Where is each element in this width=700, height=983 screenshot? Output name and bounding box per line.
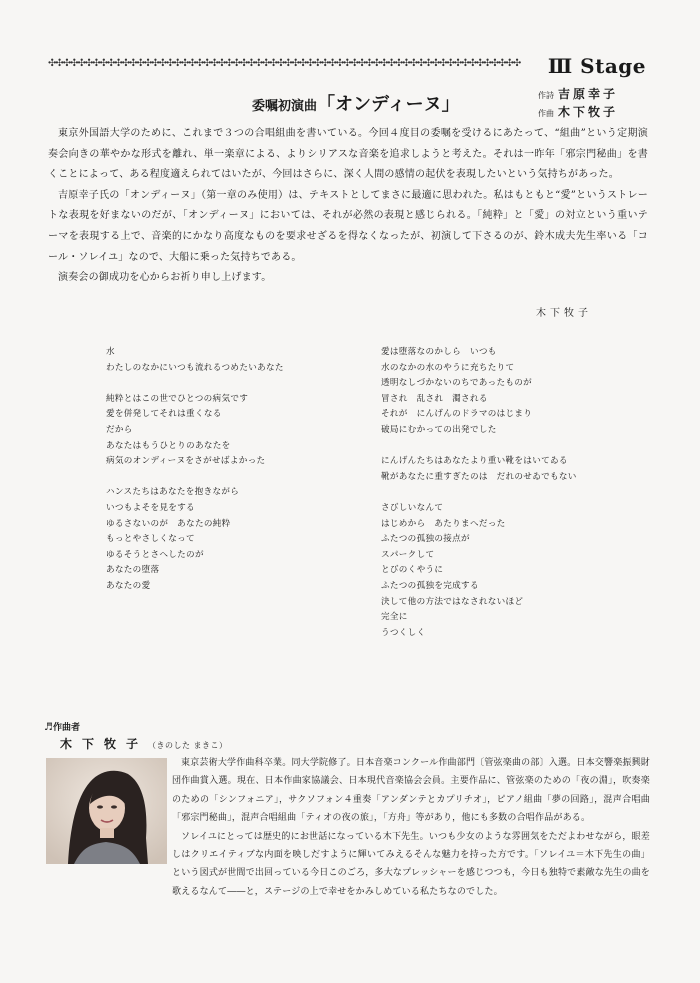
credit-name: 吉原幸子 xyxy=(558,87,619,101)
composer-reading: （きのした まきこ） xyxy=(148,741,228,750)
poem-line: いつもよそを見をする xyxy=(106,502,195,513)
poem-line: はじめから あたりまへだった xyxy=(381,518,506,529)
poem-line: 透明なしづかないのちであったものが xyxy=(381,378,533,389)
work-title xyxy=(252,90,460,116)
bio-paragraph: ソレイユにとっては歴史的にお世話になっている木下先生。いつも少女のような雰囲気をただよわせながら，眼差しはクリエイティブな内面を映しだすように輝いてみえるそんな魅力を持った方です。「ソレイユ＝木下先生の曲」という図式が世間で出回っている今日このごろ，多大なプレッシャーを感じつつも，今日も独特で素敵な先生の曲を歌えるなんて――と，ステージの上で幸せをかみしめている私たちなのでした。 xyxy=(172,831,650,897)
composer-heading xyxy=(44,720,80,733)
note-paragraph: 東京外国語大学のために、これまで３つの合唱組曲を書いている。今回４度目の委嘱を受けるにあたって、“組曲”という定期演奏会向きの華やかな形式を離れ、単一楽章による、よりシリアスな音楽を追求しようと考えた。それは一昨年「邪宗門秘曲」を書くことによって、ある程度適えられてはいたが、今回はさらに、深く人間の感情の起伏を表現したいという気持ちがあった。 xyxy=(48,128,648,181)
poem-line xyxy=(106,376,284,392)
poem-line: ふたつの孤独を完成する xyxy=(381,580,479,591)
poem-line: スパークして xyxy=(381,549,435,560)
music-note-icon: ♬ xyxy=(44,722,53,733)
poem-line: ハンスたちはあなたを抱きながら xyxy=(106,487,240,498)
program-note xyxy=(48,124,648,289)
note-paragraph: 吉原幸子氏の「オンディーヌ」（第一章のみ使用）は、テキストとしてまさに最適に思われた。私はもともと“愛”というストレートな表現を好まないのだが、「オンディーヌ」においては、それが必然の表現と感じられる。「純粋」と「愛」の対立という重いテーマを表現する上で、音楽的にかなり高度なものを要求せざるを得なくなったが、初演して下さるのが、鈴木成夫先生率いる「コール・ソレイユ」なので、大船に乗った気持ちである。 xyxy=(48,189,648,263)
composer-heading-label: 作曲者 xyxy=(52,723,80,733)
poem-line xyxy=(381,485,577,501)
poem-line: ふたつの孤独の接点が xyxy=(381,534,470,545)
note-signature: 木下牧子 xyxy=(536,308,592,319)
poem-line: 水 xyxy=(106,347,115,357)
credit-lyricist xyxy=(538,86,618,104)
ornament-rule: ✣✣✣✣✣✣✣✣✣✣✣✣✣✣✣✣✣✣✣✣✣✣✣✣✣✣✣✣✣✣✣✣✣✣✣✣✣✣✣✣✣✣✣✣✣✣✣✣✣✣✣✣✣✣✣✣✣✣✣✣✣✣✣✣ xyxy=(48,58,521,69)
poem-line: うつくしく xyxy=(381,627,426,638)
poem-line: それが にんげんのドラマのはじまり xyxy=(381,409,533,420)
composer-portrait-icon xyxy=(46,758,167,864)
work-name: 「オンディーヌ」 xyxy=(317,94,460,115)
portrait-graphic xyxy=(46,758,167,864)
poem-line: 決して他の方法ではなされないほど xyxy=(381,596,524,607)
poem-line: 靴があなたに重すぎたのは だれのせゐでもない xyxy=(381,471,577,482)
poem-right-column xyxy=(381,345,577,641)
poem-line: 病気のオンディーヌをさがせばよかった xyxy=(106,456,266,467)
stage-label: Ⅲ Stage xyxy=(547,54,646,78)
poem-line: とびのくやうに xyxy=(381,565,444,576)
credit-role: 作曲 xyxy=(538,109,554,118)
note-paragraph: 演奏会の御成功を心からお祈り申し上げます。 xyxy=(58,272,272,284)
poem-line: もっとやさしくなって xyxy=(106,534,195,545)
poem-line: 純粋とはこの世でひとつの病気です xyxy=(106,393,249,404)
credit-composer xyxy=(538,104,618,122)
poem-line: あなたはもうひとりのあなたを xyxy=(106,440,231,451)
credit-name: 木下牧子 xyxy=(558,105,619,119)
poem-line: ゆるそうとさへしたのが xyxy=(106,549,204,560)
poem-line: 破局にむかっての出発でした xyxy=(381,424,497,435)
poem-line: わたしのなかにいつも流れるつめたいあなた xyxy=(106,362,284,373)
poem-line: だから xyxy=(106,424,133,435)
poem-line xyxy=(106,470,284,486)
poem-line: さびしいなんて xyxy=(381,502,444,513)
poem-line: あなたの堕落 xyxy=(106,565,160,576)
poem-line xyxy=(381,439,577,455)
credits xyxy=(538,86,618,122)
poem-line: 完全に xyxy=(381,612,408,623)
bio-paragraph: 東京芸術大学作曲科卒業。同大学院修了。日本音楽コンクール作曲部門〔管弦楽曲の部〕入選。日本交響楽振興財団作曲賞入選。現在、日本作曲家協議会、日本現代音楽協会会員。主要作品に、管弦楽のための「夜の淵」，吹奏楽のための「シンフォニア」，サクソフォン４重奏「アンダンテとカプリチオ」，ピアノ組曲「夢の回路」，混声合唱曲「邪宗門秘曲」，混声合唱組曲「ティオの夜の旅」，「方舟」等があり，他にも多数の合唱作品がある。 xyxy=(172,758,650,824)
poem-line: 冒され 乱され 濁される xyxy=(381,393,488,404)
poem-line: あなたの愛 xyxy=(106,580,151,591)
commission-label: 委嘱初演曲 xyxy=(252,99,318,114)
composer-bio xyxy=(172,754,650,901)
credit-role: 作詩 xyxy=(538,91,554,100)
poem-line: ゆるさないのが あなたの純粋 xyxy=(106,518,231,529)
poem-line: 愛を併発してそれは重くなる xyxy=(106,409,222,420)
poem-line: 水のなかの水のやうに充ちたりて xyxy=(381,362,515,373)
composer-name xyxy=(60,735,228,752)
composer-name-text: 木下牧子 xyxy=(60,737,149,751)
poem-line: にんげんたちはあなたより重い靴をはいてゐる xyxy=(381,456,568,467)
poem-left-column xyxy=(106,345,284,595)
poem-line: 愛は堕落なのかしら いつも xyxy=(381,347,497,357)
